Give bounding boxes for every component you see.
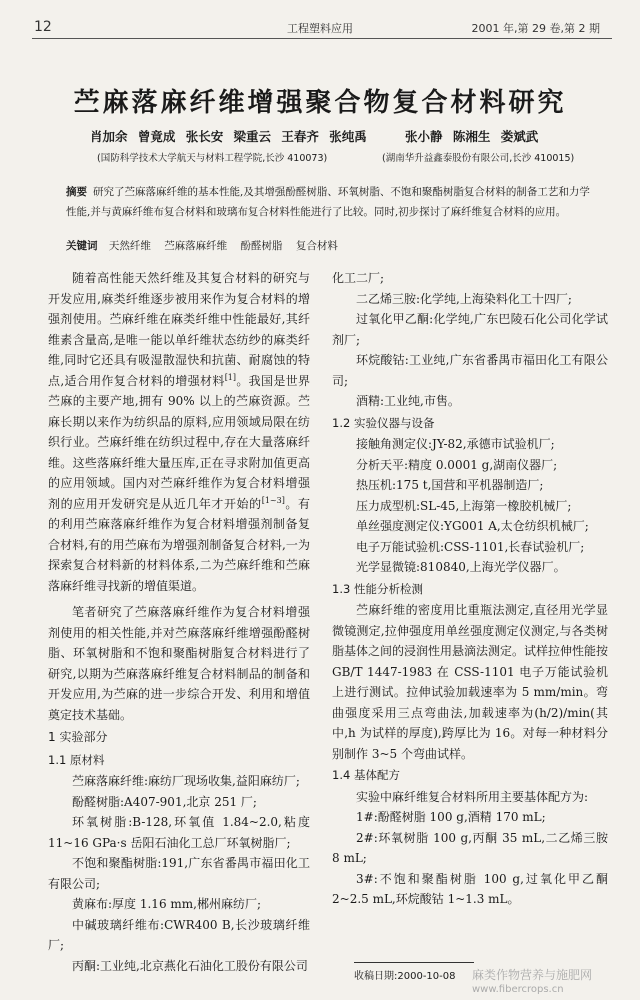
affiliation-left: (国防科学技术大学航天与材料工程学院,长沙 410073) xyxy=(97,153,328,164)
subsection-heading: 1.3 性能分析检测 xyxy=(332,581,423,596)
material-item: 二乙烯三胺:化学纯,上海染料化工十四厂; xyxy=(356,291,572,306)
subsection-heading: 1.1 原材料 xyxy=(48,752,105,767)
test-paragraph: 苎麻纤维的密度用比重瓶法测定,直径用光学显微镜测定,拉伸强度用单丝强度测定仪测定,与各类树脂基体之间的浸润性用悬滴法测定。试样拉伸性能按 GB/T 1447-1983 在 CSS-1101 电子万能试验机上进行测试。拉伸试验加载速率为 5 mm/min。弯曲强度采用三点弯曲法,加载速率为(h/2)/min(其中,h 为试样的厚度),跨厚比为 16。对每一种材料分别制作 3~5 个弯曲试样。 xyxy=(332,603,609,761)
material-item: 丙酮:工业纯,北京燕化石油化工股份有限公司 xyxy=(72,958,308,973)
formula-item: 2#:环氧树脂 100 g,丙酮 35 mL,二乙烯三胺 8 mL; xyxy=(332,830,608,865)
paper-title: 苎麻落麻纤维增强聚合物复合材料研究 xyxy=(73,88,567,118)
citation: [1~3] xyxy=(261,495,285,505)
material-item: 中碱玻璃纤维布:CWR400 B,长沙玻璃纤维厂; xyxy=(48,917,310,952)
material-item: 苎麻落麻纤维:麻纺厂现场收集,益阳麻纺厂; xyxy=(72,774,300,788)
material-item: 黄麻布:厚度 1.16 mm,郴州麻纺厂; xyxy=(72,897,262,911)
journal-name: 工程塑料应用 xyxy=(287,22,353,35)
material-item: 环氧树脂:B-128,环氧值 1.84~2.0,粘度 11~16 GPa·s 岳阳石油化工总厂环氧树脂厂; xyxy=(48,815,310,850)
right-column xyxy=(332,268,608,910)
keywords-label: 关键词 xyxy=(66,240,98,252)
material-item: 酚醛树脂:A407-901,北京 251 厂; xyxy=(72,794,257,809)
material-item: 不饱和聚酯树脂:191,广东省番禺市福田化工有限公司; xyxy=(48,856,310,891)
authors-left: 肖加余 曾竟成 张长安 梁重云 王春齐 张纯禹 xyxy=(90,129,367,144)
subsection-heading: 1.4 基体配方 xyxy=(332,768,400,782)
intro-text: 随着高性能天然纤维及其复合材料的研究与开发应用,麻类纤维逐步被用来作为复合材料的增强剂使用。苎麻纤维在麻类纤维中性能最好,其纤维素含量高,是唯一能以单纤维状态纺纱的麻类纤维,同时它还具有吸湿散湿快和抗菌、耐腐蚀的特点,适合用作复合材料的增强材料 xyxy=(48,271,310,388)
keyword: 复合材料 xyxy=(295,240,338,252)
section-heading: 1 实验部分 xyxy=(48,730,108,744)
abstract-text: 研究了苎麻落麻纤维的基本性能,及其增强酚醛树脂、环氧树脂、不饱和聚酯树脂复合材料的制备工艺和力学性能,并与黄麻纤维布复合材料和玻璃布复合材料性能进行了比较。同时,初步探讨了麻纤维复合材料的应用。 xyxy=(66,186,590,218)
abstract xyxy=(66,182,596,222)
keyword: 酚醛树脂 xyxy=(240,240,283,252)
authors-right: 张小静 陈湘生 娄斌武 xyxy=(405,129,539,144)
keywords xyxy=(66,238,596,253)
abstract-label: 摘要 xyxy=(66,186,87,198)
issue-info: 2001 年,第 29 卷,第 2 期 xyxy=(471,22,600,35)
intro-paragraph-2: 笔者研究了苎麻落麻纤维作为复合材料增强剂使用的相关性能,并对苎麻落麻纤维增强酚醛树脂、环氧树脂和不饱和聚酯树脂复合材料进行了研究,以期为苎麻落麻纤维复合材料制品的制备和开发应用,为苎麻的进一步综合开发、利用和增值奠定技术基础。 xyxy=(48,605,310,722)
material-item: 环烷酸钴:工业纯,广东省番禺市福田化工有限公司; xyxy=(332,353,608,388)
running-header xyxy=(0,0,640,40)
received-date: 收稿日期:2000-10-08 xyxy=(354,962,474,982)
intro-text: 。我国是世界苎麻的主要产地,拥有 90% 以上的苎麻资源。苎麻长期以来作为纺织品的原料,应用领域局限在纺织行业。苎麻纤维在纺织过程中,存在大量落麻纤维。这些落麻纤维大量压库,正在寻求附加值更高的应用领域。国内对苎麻纤维作为复合材料增强剂的应用开发研究是从近几年才开始的 xyxy=(48,373,310,511)
subsection-heading: 1.2 实验仪器与设备 xyxy=(332,415,435,430)
equipment-item: 光学显微镜:810840,上海光学仪器厂。 xyxy=(356,560,566,574)
keyword: 苎麻落麻纤维 xyxy=(164,240,228,252)
formula-intro: 实验中麻纤维复合材料所用主要基体配方为: xyxy=(356,789,589,804)
site-watermark-url: www.fibercrops.cn xyxy=(472,984,564,995)
material-item: 酒精:工业纯,市售。 xyxy=(356,394,460,408)
left-column xyxy=(48,268,310,976)
equipment-item: 热压机:175 t,国营和平机器制造厂; xyxy=(356,478,544,492)
formula-item: 3#:不饱和聚酯树脂 100 g,过氧化甲乙酮 2~2.5 mL,环烷酸钴 1~1.3 mL。 xyxy=(332,871,608,906)
equipment-item: 单丝强度测定仪:YG001 A,太仓纺织机械厂; xyxy=(356,519,589,533)
intro-paragraph-1 xyxy=(48,268,310,596)
material-continued: 化工二厂; xyxy=(332,271,385,285)
equipment-item: 电子万能试验机:CSS-1101,长春试验机厂; xyxy=(356,539,585,554)
affiliation-right: (湖南华升益鑫泰股份有限公司,长沙 410015) xyxy=(382,153,575,164)
equipment-item: 分析天平:精度 0.0001 g,湖南仪器厂; xyxy=(356,457,558,472)
equipment-item: 压力成型机:SL-45,上海第一橡胶机械厂; xyxy=(356,498,572,513)
header-rule xyxy=(32,38,612,39)
equipment-item: 接触角测定仪:JY-82,承德市试验机厂; xyxy=(356,437,555,451)
material-item: 过氧化甲乙酮:化学纯,广东巴陵石化公司化学试剂厂; xyxy=(332,312,608,347)
citation: [1] xyxy=(224,372,237,382)
formula-item: 1#:酚醛树脂 100 g,酒精 170 mL; xyxy=(356,810,546,824)
site-watermark: 麻类作物营养与施肥网 xyxy=(472,968,593,982)
keyword: 天然纤维 xyxy=(108,240,151,252)
page-number: 12 xyxy=(34,19,52,35)
intro-text: 。有的利用苎麻落麻纤维作为复合材料增强剂制备复合材料,有的用苎麻布为增强剂制备复合材料,一为探索复合材料新的材料体系,二为苎麻纤维和苎麻落麻纤维寻找新的增值渠道。 xyxy=(48,496,310,593)
